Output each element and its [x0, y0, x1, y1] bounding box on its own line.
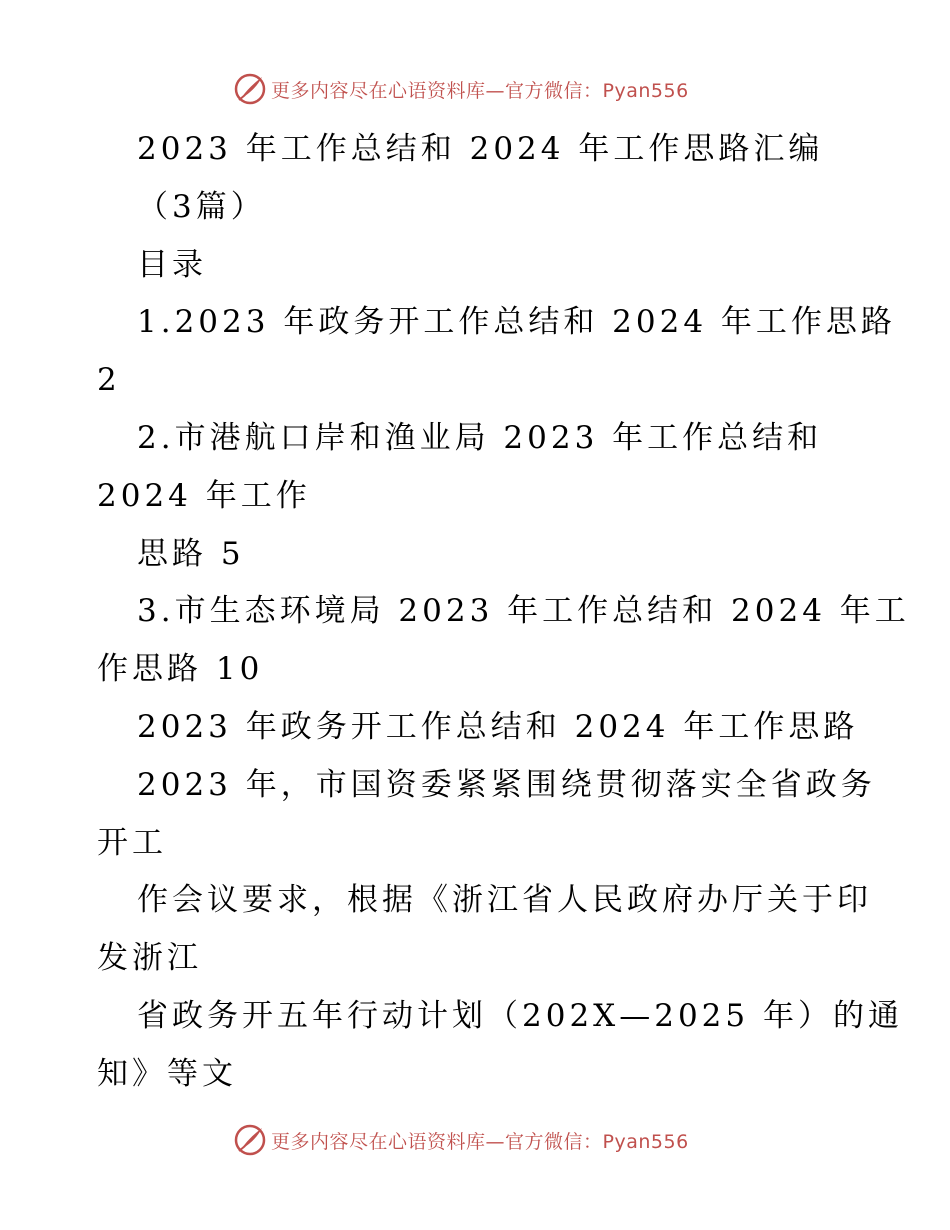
quill-pen-icon	[233, 1123, 267, 1157]
toc-heading: 目录	[137, 246, 207, 283]
doc-title: 2023 年工作总结和 2024 年工作思路汇编	[137, 131, 824, 167]
toc-item-3: 3.市生态环境局 2023 年工作总结和 2024 年工	[137, 593, 910, 630]
toc-item-2-cont: 2024 年工作	[97, 477, 311, 514]
document-body	[97, 121, 910, 1104]
toc-item-1-page: 2	[97, 362, 121, 399]
toc-item-2-page: 思路 5	[137, 535, 245, 572]
watermark-text: 更多内容尽在心语资料库—官方微信：Pyan556	[271, 1130, 689, 1153]
paragraph-line: 作会议要求，根据《浙江省人民政府办厅关于印	[137, 882, 872, 919]
doc-subtitle: （3篇）	[137, 188, 266, 225]
paragraph-line: 省政务开五年行动计划（202X—2025 年）的通	[137, 997, 903, 1034]
paragraph-line: 知》等文	[97, 1055, 237, 1092]
section-heading: 2023 年政务开工作总结和 2024 年工作思路	[137, 708, 859, 745]
header-watermark	[233, 72, 689, 106]
paragraph-line: 2023 年，市国资委紧紧围绕贯彻落实全省政务	[137, 766, 876, 803]
watermark-text: 更多内容尽在心语资料库—官方微信：Pyan556	[271, 79, 689, 102]
toc-item-2: 2.市港航口岸和渔业局 2023 年工作总结和	[137, 419, 823, 456]
quill-pen-icon	[233, 72, 267, 106]
toc-item-3-page: 作思路 10	[97, 651, 264, 688]
paragraph-line: 开工	[97, 824, 167, 861]
footer-watermark	[233, 1123, 689, 1157]
paragraph-line: 发浙江	[97, 940, 202, 977]
toc-item-1: 1.2023 年政务开工作总结和 2024 年工作思路	[137, 304, 896, 341]
